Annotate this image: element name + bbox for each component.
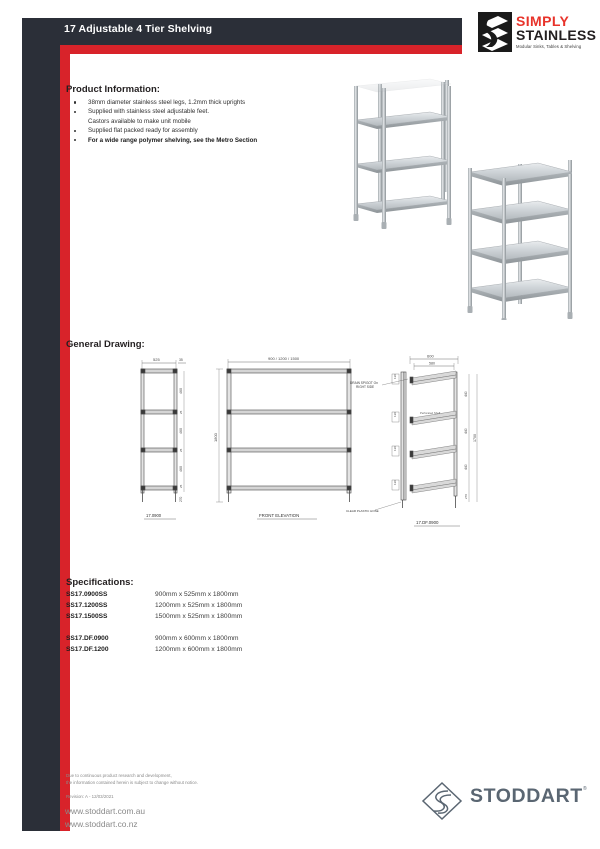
stoddart-swirl-logo-icon — [418, 780, 466, 822]
spec-dimensions: 1500mm x 525mm x 1800mm — [155, 613, 243, 620]
svg-text:130: 130 — [393, 373, 397, 379]
spec-code: SS17.1500SS — [66, 613, 108, 620]
list-item: Castors available to make unit mobile — [88, 117, 191, 125]
registered-trademark-icon: ® — [583, 786, 587, 792]
svg-text:460: 460 — [179, 428, 183, 434]
table-row — [66, 591, 366, 602]
product-photos — [338, 72, 596, 320]
svg-text:130: 130 — [393, 479, 397, 485]
simply-stainless-logo — [478, 12, 597, 56]
drop-front-elevation-drawing — [346, 354, 477, 527]
svg-text:130: 130 — [393, 411, 397, 417]
svg-text:17.0900: 17.0900 — [146, 513, 162, 518]
specifications-table — [66, 591, 366, 657]
svg-text:525: 525 — [153, 357, 160, 362]
spec-dimensions: 900mm x 525mm x 1800mm — [155, 591, 239, 598]
footer-disclaimer-line1: Due to continuous product research and development, — [66, 773, 172, 778]
product-information-list — [66, 98, 356, 145]
spec-code: SS17.DF.1200 — [66, 646, 109, 653]
list-item: Supplied with stainless steel adjustable feet. — [66, 107, 356, 116]
list-item: 38mm diameter stainless steel legs, 1.2mm thick uprights — [66, 98, 356, 107]
svg-text:440: 440 — [464, 428, 468, 434]
svg-text:Perforated Shelf: Perforated Shelf — [420, 411, 441, 415]
spec-code: SS17.1200SS — [66, 602, 108, 609]
svg-text:270: 270 — [464, 493, 468, 499]
svg-text:130: 130 — [393, 445, 397, 451]
svg-text:270: 270 — [179, 496, 183, 502]
side-elevation-drawing — [141, 357, 186, 519]
svg-text:DRAIN SPIGOT On: DRAIN SPIGOT On — [350, 381, 378, 385]
footer-url-nz[interactable]: www.stoddart.co.nz — [65, 819, 138, 829]
spec-dimensions: 900mm x 600mm x 1800mm — [155, 635, 239, 642]
svg-text:440: 440 — [464, 464, 468, 470]
spec-code: SS17.0900SS — [66, 591, 108, 598]
simply-stainless-diamond-mark-icon — [478, 12, 512, 52]
svg-text:25: 25 — [179, 484, 183, 488]
svg-text:440: 440 — [464, 391, 468, 397]
stoddart-logo — [418, 780, 593, 822]
logo-stainless-text: STAINLESS — [516, 27, 597, 43]
logo-tagline: Modular Sinks, Tables & Shelving — [516, 44, 582, 49]
svg-text:460: 460 — [179, 388, 183, 394]
svg-text:900 / 1200 / 1500: 900 / 1200 / 1500 — [268, 356, 300, 361]
logo-simply-text: SIMPLY — [516, 13, 570, 29]
table-row — [66, 602, 366, 613]
general-drawing-figures — [120, 352, 500, 542]
footer-url-au[interactable]: www.stoddart.com.au — [65, 806, 146, 816]
footer-disclaimer-line2: the information contained herein is subject to change without notice. — [66, 780, 199, 785]
svg-text:CLEAR PLASTIC HOSE: CLEAR PLASTIC HOSE — [346, 509, 379, 513]
left-dark-band — [22, 18, 60, 831]
svg-text:25: 25 — [179, 448, 183, 452]
general-drawing-heading: General Drawing: — [66, 339, 145, 350]
page-title: 17 Adjustable 4 Tier Shelving — [64, 23, 213, 35]
list-item: Supplied flat packed ready for assembly — [66, 126, 356, 135]
spec-code: SS17.DF.0900 — [66, 635, 109, 642]
svg-text:RIGHT SIDE: RIGHT SIDE — [356, 385, 375, 389]
spec-dimensions: 1200mm x 525mm x 1800mm — [155, 602, 243, 609]
title-bar-red-underline — [60, 45, 462, 54]
stainless-4-tier-shelving-wide-photo — [354, 79, 452, 229]
front-elevation-drawing — [213, 356, 351, 519]
spec-dimensions: 1200mm x 600mm x 1800mm — [155, 646, 243, 653]
table-row — [66, 646, 366, 657]
svg-text:FRONT ELEVATION: FRONT ELEVATION — [259, 513, 300, 518]
svg-text:600: 600 — [427, 353, 434, 359]
footer-disclaimer — [66, 772, 198, 786]
specifications-heading: Specifications: — [66, 577, 134, 588]
list-item: For a wide range polymer shelving, see the Metro Section — [66, 136, 356, 145]
stainless-4-tier-shelving-narrow-photo — [468, 160, 573, 320]
product-information-heading: Product Information: — [66, 84, 160, 95]
svg-text:1800: 1800 — [213, 433, 218, 442]
table-row — [66, 635, 366, 646]
table-row — [66, 613, 366, 624]
svg-text:17.DF.0900: 17.DF.0900 — [416, 520, 439, 525]
spec-group-divider — [66, 624, 366, 635]
svg-text:25: 25 — [179, 410, 183, 414]
stoddart-wordmark: STODDART — [470, 785, 583, 807]
svg-text:1700: 1700 — [473, 434, 477, 442]
svg-text:35: 35 — [179, 358, 183, 362]
svg-text:460: 460 — [179, 466, 183, 472]
footer-revision: Revision: A - 12/03/2021 — [66, 794, 114, 799]
svg-text:580: 580 — [429, 361, 435, 366]
